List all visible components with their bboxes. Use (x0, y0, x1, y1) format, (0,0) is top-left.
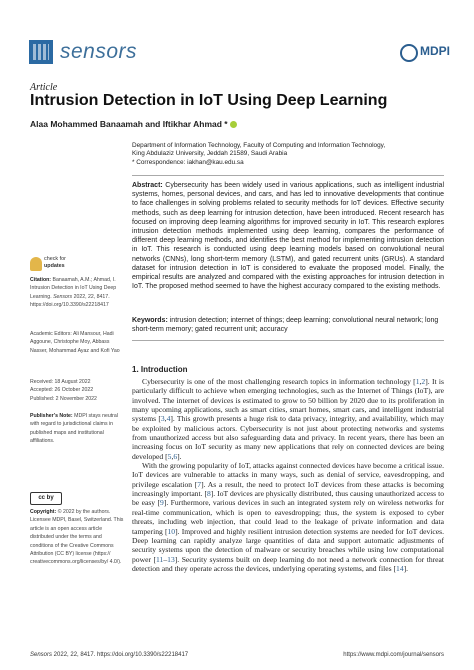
citation-label: Citation: (30, 277, 52, 283)
copyright-label: Copyright: (30, 509, 57, 515)
body-text-run: ]. As a result, the need to protect IoT devices from these attacks is becoming increasingly important. [ (132, 479, 444, 499)
sidebar-editors (30, 330, 124, 357)
citation-doi[interactable]: 2022, 22, 8417. https://doi.org/10.3390/s22218417 (30, 293, 110, 309)
citation-link[interactable]: 2 (421, 377, 426, 386)
publisher-note-text: MDPI stays neutral with regard to jurisdictional claims in published maps and institutional affiliations. (30, 413, 118, 445)
keywords-label: Keywords: (132, 317, 168, 324)
citation-link[interactable]: 11 (156, 554, 164, 564)
body-text-run: With the growing popularity of IoT, attacks against connected devices have become a critical issue. IoT devices are vulnerable to attacks in many ways, such as denial of service, eavesdropping, and privilege escalation [ (132, 461, 444, 489)
body-text-run: Cybersecurity is one of the most challenging research topics in information technology [ (142, 377, 416, 386)
article-type: Article (30, 82, 58, 93)
copyright-text: © 2022 by the authors. Licensee MDPI, Basel, Switzerland. This article is an open access article distributed under the terms and conditions of the Creative Commons Attribution (CC BY) license (https:// creativecommons.org/licenses/by/ 4.0/). (30, 509, 124, 566)
body-text (132, 377, 444, 573)
citation-link[interactable]: 14 (396, 563, 404, 573)
affiliation-line: Department of Information Technology, Faculty of Computing and Information Technology, (132, 142, 386, 149)
abstract-text: Cybersecurity has been widely used in various applications, such as intelligent industrial systems, homes, personal devices, and cars, and has led to innovative developments that continue to face challenges in solving problems related to security methods for IoT devices. Effective security methods, such as deep learning for intrusion detection, have been introduced. Recent research has focused on improving deep learning algorithms for improved security in IoT. This research explores intrusion detection methods implemented using deep learning, compares the performance of different deep learning methods, and identifies the best method for implementing intrusion detection in IoT. This research is conducted using deep learning models based on convolutional neural networks (CNNs), long short-term memory (LSTM), and gated recurrent units (GRUs). A standard dataset for intrusion detection in IoT is considered to evaluate the proposed model. Finally, the empirical results are analyzed and compared with the existing approaches for intrusion detection in IoT. The proposed method seemed to have the highest accuracy compared to the existing methods. (132, 182, 444, 291)
abstract (132, 181, 444, 291)
accepted-date: Accepted: 26 October 2022 (30, 387, 94, 394)
keywords (132, 316, 444, 334)
body-text-run: ]. Furthermore, various devices in such an integrated system rely on wireless networks for real-time communication, which is open to eavesdropping; thus, the system is exposed to cyber threats, including web injection, that could lead to the leakage of private information and data tampering [ (132, 498, 444, 536)
keywords-bottom-divider (132, 340, 444, 341)
publisher-note-label: Publisher’s Note: (30, 413, 73, 419)
editors-label: Academic Editors: (30, 331, 72, 337)
body-text-run: ]. IoT devices are physically distributed, thus causing unauthorized access to be easy [ (132, 489, 444, 508)
affiliation (132, 142, 452, 167)
authors-text: Alaa Mohammed Banaamah and Iftikhar Ahmad * (30, 119, 228, 129)
body-paragraph (132, 377, 444, 461)
citation-link[interactable]: 8 (206, 489, 211, 499)
body-text-run: ]. Improved and highly resilient intrusion detection systems are needed for IoT devices. Deep learning can rapidly analyze large quantities of data and support automatic adjustments of security systems upon the detection of malware or security breaches while using low computational power [ (132, 526, 444, 564)
footer-journal-url[interactable]: https://www.mdpi.com/journal/sensors (343, 652, 444, 658)
body-text-run: ]. This growth presents a huge risk to data privacy, integrity, and availability, which may be exploited by malicious actors. Cybersecurity is not just about protecting networks and systems from unauthorized access but also safeguarding data and privacy. In recent years, there has been an increasing focus on IoT security as many new applications that rely on connected devices are being developed [ (132, 414, 444, 461)
footer-journal: Sensors (30, 652, 53, 658)
affiliation-line: King Abdulaziz University, Jeddah 21589, Saudi Arabia (132, 150, 288, 158)
correspondence: * Correspondence: iakhan@kau.edu.sa (132, 158, 244, 166)
published-date: Published: 2 November 2022 (30, 395, 97, 402)
body-text-run: ]. (177, 451, 182, 461)
sidebar-publisher-note (30, 412, 124, 448)
abstract-top-divider (132, 175, 444, 176)
body-paragraph (132, 461, 444, 573)
citation-journal: Sensors (53, 293, 73, 300)
body-text-run: – (163, 554, 168, 564)
body-text-run: , (419, 377, 422, 386)
body-text-run: , (164, 414, 167, 424)
citation-link[interactable]: 9 (160, 498, 164, 508)
footer (30, 652, 444, 658)
keywords-text: intrusion detection; internet of things; deep learning; convolutional neural network; long short-term memory; gated recurrent unit; accuracy (132, 317, 439, 334)
footer-doi[interactable]: 2022, 22, 8417. https://doi.org/10.3390/s22218417 (52, 652, 189, 658)
section-heading: 1. Introduction (132, 365, 188, 374)
check-for-updates-line: check for (44, 256, 66, 262)
body-text-run: , (171, 451, 174, 461)
citation-link[interactable]: 10 (167, 526, 176, 536)
paper-title: Intrusion Detection in IoT Using Deep Learning (30, 92, 388, 109)
check-for-updates[interactable] (44, 256, 66, 269)
citation-link[interactable]: 6 (173, 451, 178, 461)
sidebar-citation (30, 276, 124, 312)
body-text-run: ]. It is particularly difficult to achieve when emerging technologies, such as the Internet of Things (IoT), are involved. The internet of devices is estimated to grow to 50 billion by 2020 due to its proliferation in many upcoming applications, such as smart cities, smart homes, smart cars, and intelligent industrial systems [ (132, 377, 444, 424)
citation-link[interactable]: 3 (160, 414, 165, 424)
editors-text: Ali Mansour, Hadi Aggoune, Christophe Moy, Abbass Nasser, Mohammad Ayaz and Kofi Yao (30, 331, 120, 354)
journal-name: sensors (60, 40, 138, 63)
citation-text: Banaamah, A.M.; Ahmad, I. Intrusion Detection in IoT Using Deep Learning. (30, 277, 117, 300)
citation-link[interactable]: 7 (197, 479, 202, 489)
publisher-name: MDPI (420, 44, 450, 58)
citation-link[interactable]: 1 (415, 377, 420, 386)
check-for-updates-icon[interactable] (30, 257, 42, 271)
authors (30, 119, 237, 129)
citation-link[interactable]: 13 (167, 554, 175, 564)
sidebar-copyright (30, 508, 124, 569)
citation-link[interactable]: 4 (166, 414, 171, 424)
check-for-updates-line: updates (44, 262, 65, 269)
sidebar-dates (30, 378, 124, 403)
citation-link[interactable]: 5 (167, 451, 172, 461)
received-date: Received: 18 August 2022 (30, 379, 91, 385)
orcid-icon[interactable] (230, 121, 237, 128)
cc-by-license-badge[interactable]: cc by (30, 492, 62, 505)
mdpi-logo-icon (400, 44, 418, 62)
body-text-run: ]. Security systems built on deep learning do not need a network connection for threat detection and they operate across the devices, underlying operating systems, and files [ (132, 554, 445, 573)
journal-logo-icon (29, 40, 53, 64)
abstract-label: Abstract: (132, 182, 163, 189)
body-text-run: ]. (403, 563, 409, 573)
